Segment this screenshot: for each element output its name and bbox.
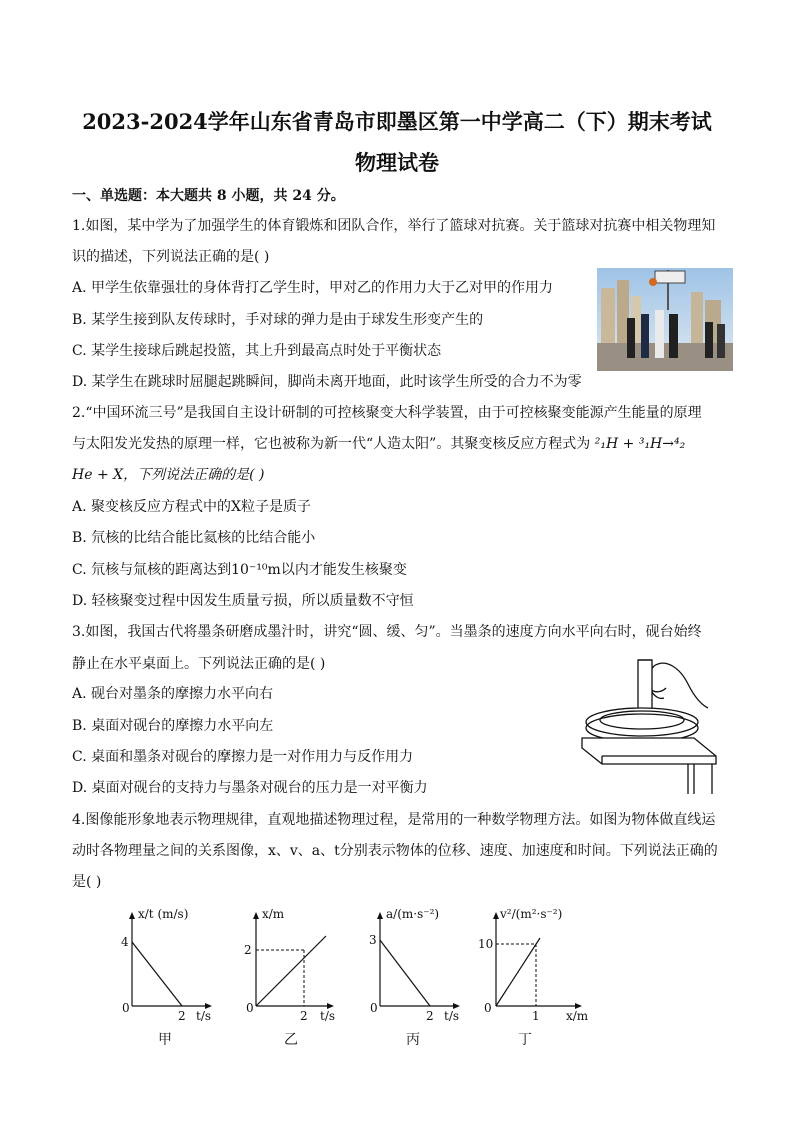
q1-option-c: C. 某学生接球后跳起投篮，其上升到最高点时处于平衡状态 bbox=[72, 343, 442, 359]
graph-yi-xlabel: t/s bbox=[320, 1009, 336, 1023]
q1-option-d: D. 某学生在跳球时屈腿起跳瞬间，脚尚未离开地面，此时该学生所受的合力不为零 bbox=[72, 374, 582, 390]
graph-ding-xlabel: x/m bbox=[566, 1009, 589, 1023]
graph-ding-origin: 0 bbox=[484, 1001, 492, 1015]
graph-ding bbox=[478, 907, 589, 1048]
graph-yi-origin: 0 bbox=[246, 1001, 254, 1015]
graph-jia-caption: 甲 bbox=[158, 1032, 172, 1048]
q1-stem-1: 1.如图，某中学为了加强学生的体育锻炼和团队合作，举行了篮球对抗赛。关于篮球对抗赛中相关物理知 bbox=[72, 218, 716, 234]
graph-jia-origin: 0 bbox=[122, 1001, 130, 1015]
graph-ding-xtick: 1 bbox=[532, 1009, 540, 1023]
q1-option-b: B. 某学生接到队友传球时，手对球的弹力是由于球发生形变产生的 bbox=[72, 312, 484, 328]
graph-jia-ytick: 4 bbox=[121, 935, 129, 949]
q2-stem-2-text: 与太阳发光发热的原理一样，它也被称为新一代“人造太阳”。其聚变核反应方程式为 bbox=[72, 436, 595, 452]
graph-bing-xtick: 2 bbox=[426, 1009, 434, 1023]
section-heading: 一、单选题：本大题共 8 小题，共 24 分。 bbox=[72, 188, 345, 204]
q3-option-d: D. 桌面对砚台的支持力与墨条对砚台的压力是一对平衡力 bbox=[72, 780, 428, 796]
q2-stem-2 bbox=[72, 434, 685, 454]
q3-option-a: A. 砚台对墨条的摩擦力水平向右 bbox=[72, 686, 274, 702]
q4-stem-2: 动时各物理量之间的关系图像，x、v、a、t分别表示物体的位移、速度、加速度和时间。下列说法正确的 bbox=[72, 843, 718, 859]
graph-bing-origin: 0 bbox=[370, 1001, 378, 1015]
exam-subtitle: 物理试卷 bbox=[355, 150, 439, 175]
q2-option-c: C. 氘核与氚核的距离达到10⁻¹⁰m以内才能发生核聚变 bbox=[72, 562, 407, 578]
graph-jia-xtick: 2 bbox=[178, 1009, 186, 1023]
graphs-figure bbox=[108, 902, 608, 1052]
q4-stem-1: 4.图像能形象地表示物理规律，直观地描述物理过程，是常用的一种数学物理方法。如图为物体做直线运 bbox=[72, 812, 716, 828]
graph-jia bbox=[121, 907, 212, 1048]
q3-stem-2: 静止在水平桌面上。下列说法正确的是( ) bbox=[72, 656, 326, 672]
inkstone-illustration bbox=[576, 648, 722, 794]
q3-option-b: B. 桌面对砚台的摩擦力水平向左 bbox=[72, 718, 274, 734]
q1-stem-2: 识的描述，下列说法正确的是( ) bbox=[72, 249, 270, 265]
graph-bing-ytick: 3 bbox=[369, 933, 377, 947]
graph-ding-ylabel: v²/(m²·s⁻²) bbox=[500, 907, 563, 921]
q1-option-a: A. 甲学生依靠强壮的身体背打乙学生时，甲对乙的作用力大于乙对甲的作用力 bbox=[72, 280, 554, 296]
q4-stem-3: 是( ) bbox=[72, 874, 102, 890]
exam-title: 2023-2024学年山东省青岛市即墨区第一中学高二（下）期末考试 bbox=[82, 109, 712, 134]
graph-yi-xtick: 2 bbox=[300, 1009, 308, 1023]
q3-stem-1: 3.如图，我国古代将墨条研磨成墨汁时，讲究“圆、缓、匀”。当墨条的速度方向水平向右时，砚台始终 bbox=[72, 624, 702, 640]
graph-jia-ylabel: x/t (m/s) bbox=[138, 907, 189, 921]
graph-bing bbox=[369, 907, 460, 1048]
basketball-photo bbox=[597, 268, 733, 371]
q2-stem-3: He + X，下列说法正确的是( ) bbox=[72, 467, 265, 483]
graph-jia-xlabel: t/s bbox=[196, 1009, 212, 1023]
graph-bing-xlabel: t/s bbox=[444, 1009, 460, 1023]
graph-yi bbox=[244, 907, 335, 1048]
graph-yi-ylabel: x/m bbox=[262, 907, 285, 921]
graph-yi-ytick: 2 bbox=[244, 943, 252, 957]
q2-option-a: A. 聚变核反应方程式中的X粒子是质子 bbox=[72, 499, 311, 515]
q3-option-c: C. 桌面和墨条对砚台的摩擦力是一对作用力与反作用力 bbox=[72, 749, 414, 765]
graph-yi-caption: 乙 bbox=[284, 1032, 298, 1048]
q2-option-b: B. 氘核的比结合能比氦核的比结合能小 bbox=[72, 530, 316, 546]
graph-ding-caption: 丁 bbox=[518, 1032, 532, 1048]
graph-bing-ylabel: a/(m·s⁻²) bbox=[386, 907, 440, 921]
q2-option-d: D. 轻核聚变过程中因发生质量亏损，所以质量数不守恒 bbox=[72, 593, 414, 609]
graph-bing-caption: 丙 bbox=[406, 1032, 420, 1048]
q2-stem-1: 2.“中国环流三号”是我国自主设计研制的可控核聚变大科学装置，由于可控核聚变能源产生能量的原理 bbox=[72, 405, 702, 421]
q2-equation-part1: ²₁H + ³₁H→⁴₂ bbox=[594, 436, 686, 452]
graph-ding-ytick: 10 bbox=[478, 937, 494, 951]
